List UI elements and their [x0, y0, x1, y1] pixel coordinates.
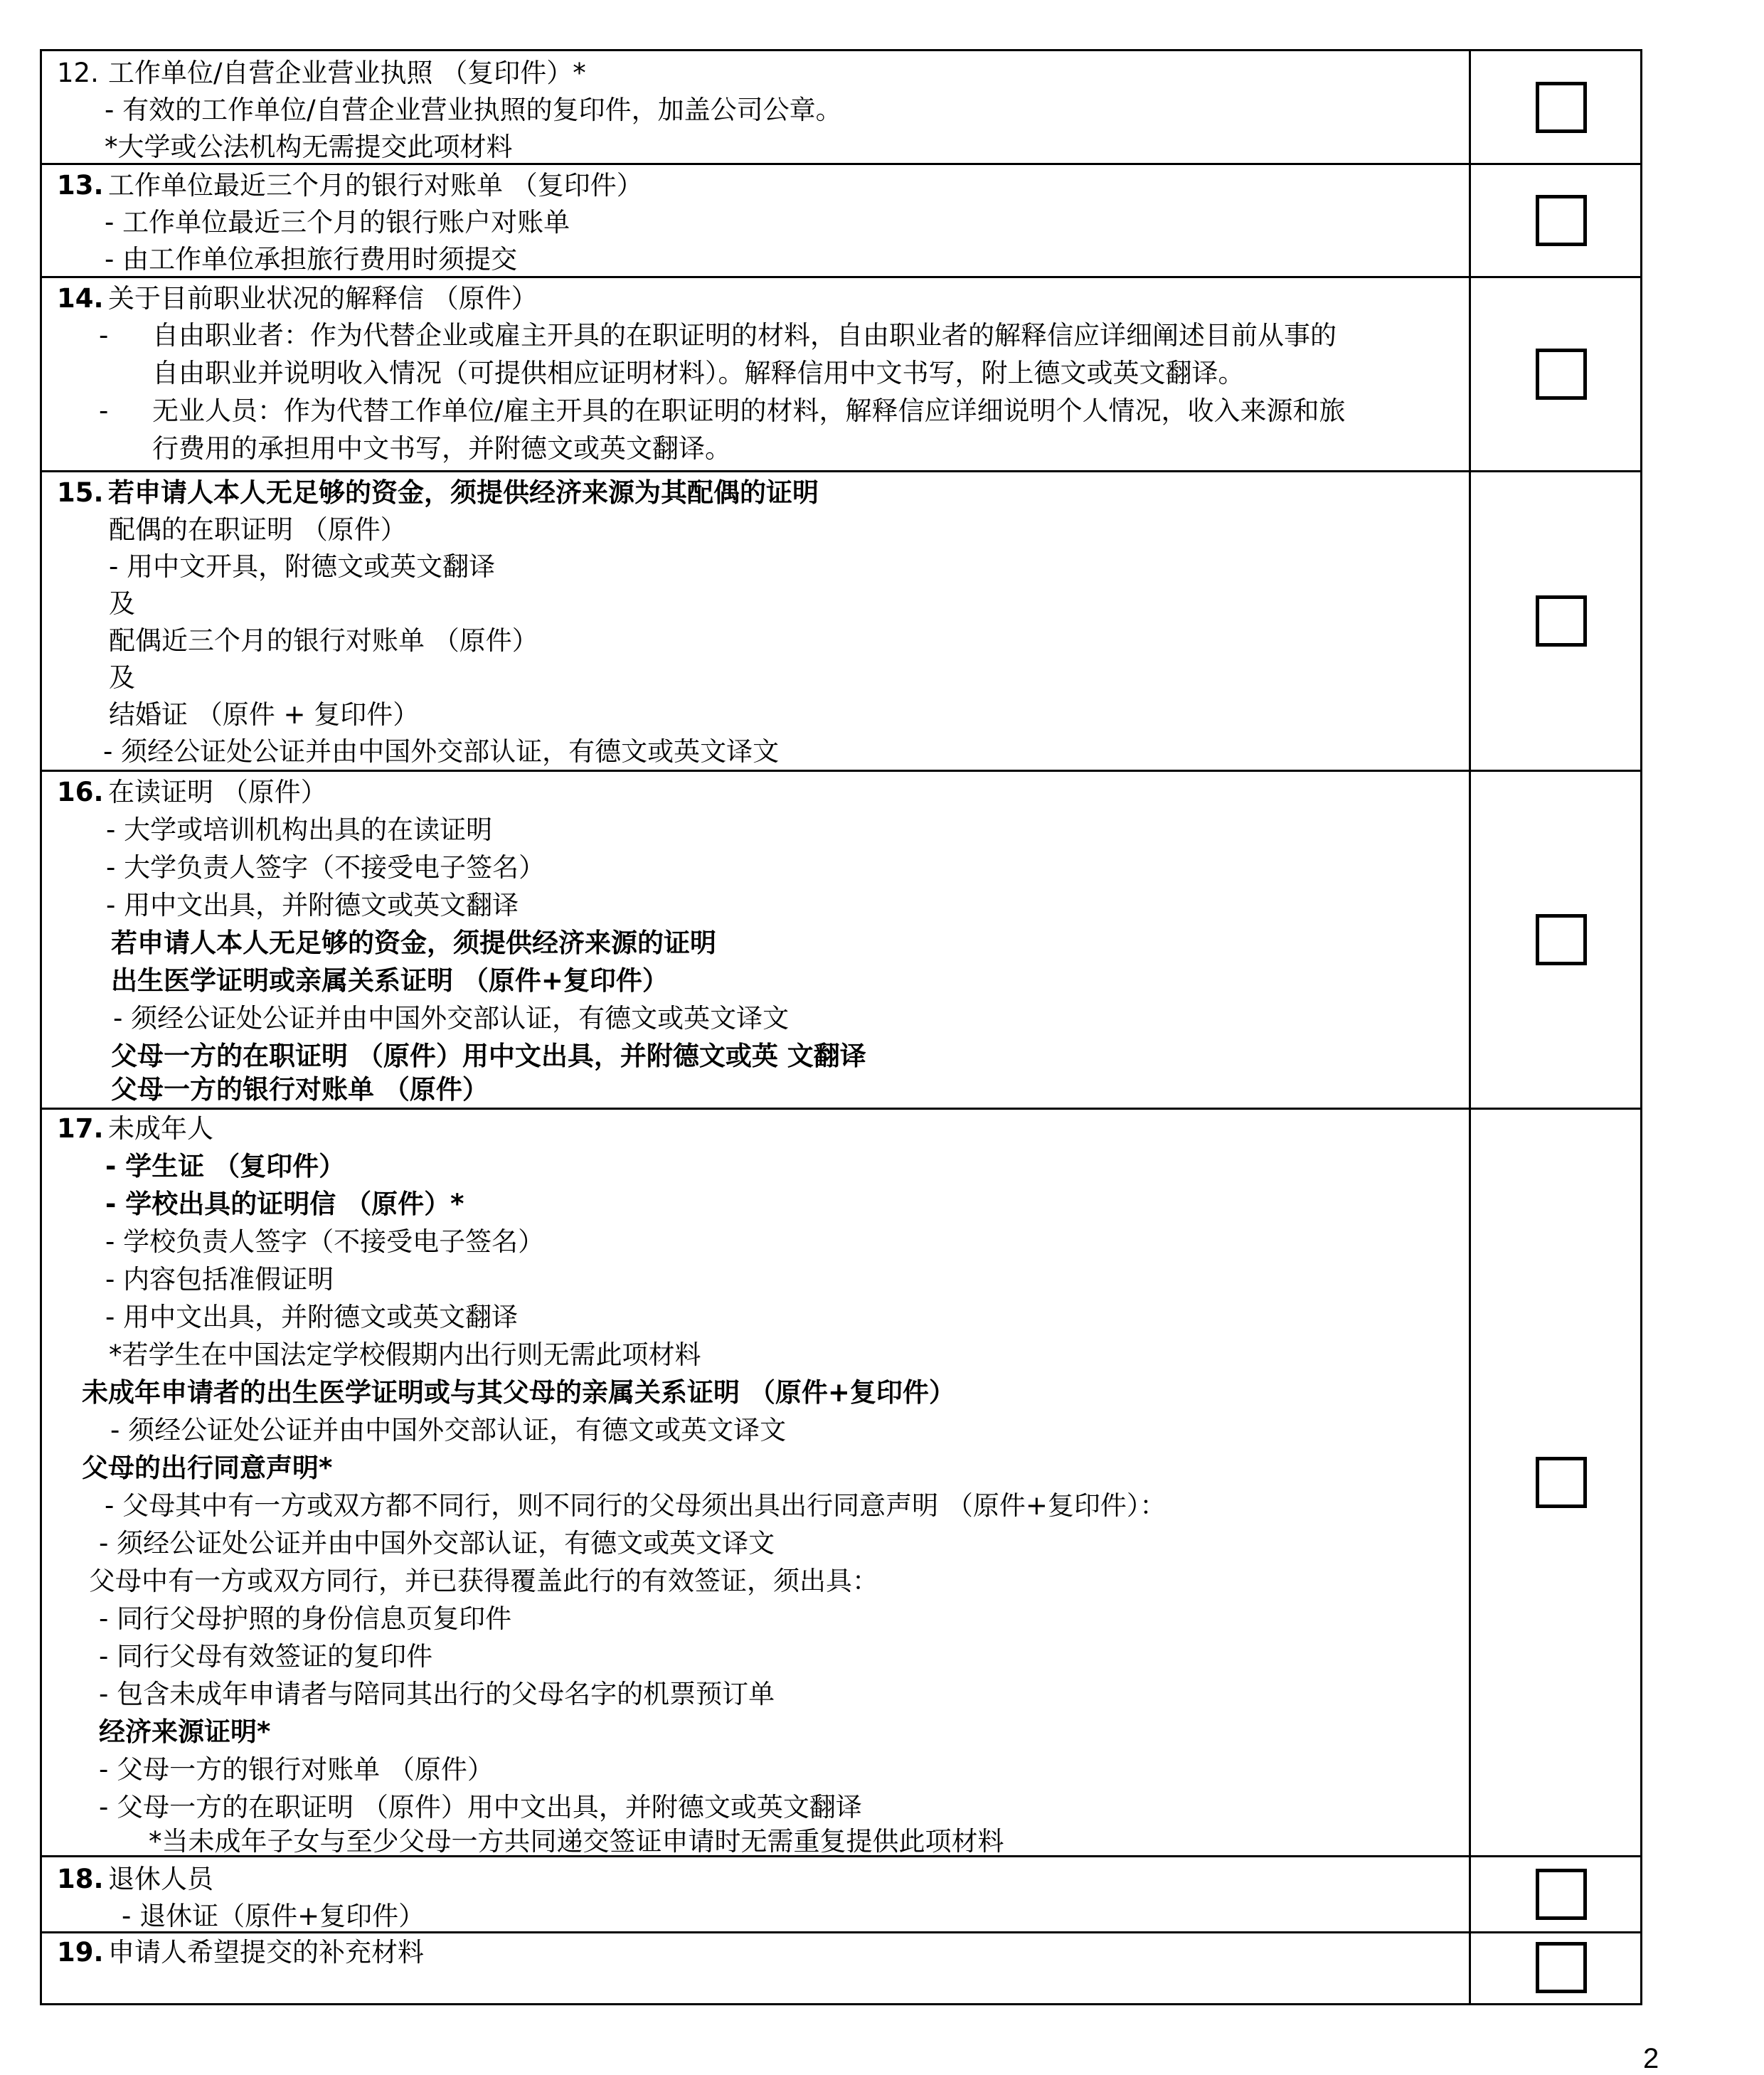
checkbox-cell [1472, 772, 1640, 1108]
item-detail-line: 及 [109, 662, 135, 693]
item-title: 关于目前职业状况的解释信 （原件） [108, 283, 538, 314]
item-detail-line: - 用中文出具，并附德文或英文翻译 [105, 1302, 519, 1332]
item-detail-line: - 工作单位最近三个月的银行账户对账单 [105, 207, 570, 238]
document-checklist-table [40, 49, 1642, 2005]
item-detail-line: - 用中文出具，并附德文或英文翻译 [106, 890, 519, 920]
item-number: 16. [57, 777, 104, 807]
checkbox-cell [1472, 1110, 1640, 1855]
item-detail-line: 父母中有一方或双方同行，并已获得覆盖此行的有效签证，须出具： [89, 1566, 878, 1596]
item-detail-line: - 须经公证处公证并由中国外交部认证，有德文或英文译文 [103, 736, 780, 767]
item-title: 若申请人本人无足够的资金，须提供经济来源为其配偶的证明 [108, 477, 819, 508]
item-number: 17. [57, 1113, 104, 1144]
item-detail-line: - 退休证（原件+复印件） [122, 1901, 425, 1931]
checklist-row-15 [42, 472, 1640, 772]
item-heading [57, 773, 327, 811]
checklist-row-16 [42, 772, 1640, 1110]
checklist-row-12 [42, 51, 1640, 165]
item-description [42, 1110, 1471, 1855]
checkbox-cell [1472, 278, 1640, 470]
item-detail-line: - 学校负责人签字（不接受电子签名） [105, 1226, 545, 1257]
item-title: 工作单位最近三个月的银行对账单 （复印件） [108, 170, 643, 201]
item-detail-line: - 须经公证处公证并由中国外交部认证，有德文或英文译文 [113, 1003, 790, 1034]
bullet-dash: - [99, 396, 109, 426]
item-subheading: 父母的出行同意声明* [82, 1453, 333, 1483]
page-number: 2 [1643, 2043, 1659, 2074]
item-number: 13. [57, 170, 104, 201]
checklist-row-13 [42, 165, 1640, 278]
item-description [42, 278, 1471, 470]
checkbox-cell [1472, 165, 1640, 276]
checkbox-item-18[interactable] [1536, 1869, 1587, 1920]
item-title: 工作单位/自营企业营业执照 （复印件）* [108, 58, 586, 88]
item-heading [57, 166, 643, 204]
checkbox-item-19[interactable] [1536, 1942, 1587, 1993]
item-number: 12. [57, 58, 99, 88]
item-description [42, 1933, 1471, 2005]
bullet-dash: - [99, 320, 109, 351]
item-detail-line: - 父母一方的在职证明 （原件）用中文出具，并附德文或英文翻译 [99, 1792, 862, 1822]
item-detail-line: 配偶的在职证明 （原件） [109, 514, 407, 545]
item-description [42, 51, 1471, 163]
checkbox-cell [1472, 51, 1640, 163]
item-detail-line: - 有效的工作单位/自营企业营业执照的复印件，加盖公司公章。 [105, 95, 842, 125]
item-note-line: *若学生在中国法定学校假期内出行则无需此项材料 [109, 1339, 701, 1370]
item-detail-line: 及 [109, 588, 135, 619]
checkbox-item-15[interactable] [1536, 595, 1587, 647]
item-description [42, 165, 1471, 276]
item-heading [57, 474, 819, 511]
checkbox-cell [1472, 1933, 1640, 2005]
item-title: 在读证明 （原件） [108, 777, 327, 807]
item-title: 未成年人 [108, 1113, 213, 1144]
item-subheading: 父母一方的银行对账单 （原件） [111, 1074, 489, 1105]
item-subheading: - 学校出具的证明信 （原件）* [105, 1189, 464, 1219]
checklist-row-14 [42, 278, 1640, 472]
item-subheading: 经济来源证明* [99, 1716, 271, 1747]
item-detail-line: - 大学或培训机构出具的在读证明 [106, 814, 493, 845]
checklist-row-19 [42, 1933, 1640, 2005]
item-note-line: *大学或公法机构无需提交此项材料 [105, 132, 513, 162]
item-heading [57, 1110, 213, 1147]
checklist-row-18 [42, 1857, 1640, 1933]
item-detail-line: - 同行父母有效签证的复印件 [99, 1641, 433, 1672]
bullet-line: 自由职业并说明收入情况（可提供相应证明材料）。解释信用中文书写，附上德文或英文翻译。 [152, 358, 1245, 388]
item-heading [57, 1860, 213, 1898]
item-heading [57, 280, 538, 317]
bullet-line: 行费用的承担用中文书写，并附德文或英文翻译。 [152, 433, 731, 464]
item-detail-line: - 内容包括准假证明 [105, 1264, 334, 1295]
bullet-line: 自由职业者：作为代替企业或雇主开具的在职证明的材料，自由职业者的解释信应详细阐述目前从事的 [152, 320, 1337, 351]
item-subheading: 父母一方的在职证明 （原件）用中文出具，并附德文或英 文翻译 [111, 1041, 866, 1071]
item-number: 19. [57, 1937, 104, 1968]
checkbox-item-13[interactable] [1536, 195, 1587, 246]
item-description [42, 472, 1471, 770]
checkbox-item-17[interactable] [1536, 1457, 1587, 1508]
checklist-row-17 [42, 1110, 1640, 1857]
item-detail-line: - 包含未成年申请者与陪同其出行的父母名字的机票预订单 [99, 1679, 775, 1709]
item-number: 18. [57, 1864, 104, 1894]
item-detail-line: 配偶近三个月的银行对账单 （原件） [109, 625, 538, 656]
checkbox-item-14[interactable] [1536, 349, 1587, 400]
item-detail-line: - 须经公证处公证并由中国外交部认证，有德文或英文译文 [99, 1528, 775, 1559]
item-heading [57, 1933, 424, 1971]
item-subheading: 若申请人本人无足够的资金，须提供经济来源的证明 [111, 928, 716, 958]
item-detail-line: 结婚证 （原件 + 复印件） [109, 699, 420, 730]
item-subheading: - 学生证 （复印件） [105, 1151, 346, 1182]
item-number: 14. [57, 283, 104, 314]
item-title: 申请人希望提交的补充材料 [108, 1937, 424, 1968]
item-description [42, 772, 1471, 1108]
checkbox-item-12[interactable] [1536, 82, 1587, 133]
bullet-line: 无业人员：作为代替工作单位/雇主开具的在职证明的材料，解释信应详细说明个人情况，收入来源和旅 [152, 396, 1346, 426]
item-description [42, 1857, 1471, 1931]
item-detail-line: - 父母其中有一方或双方都不同行，则不同行的父母须出具出行同意声明 （原件+复印件）： [105, 1490, 1167, 1521]
item-number: 15. [57, 477, 104, 508]
checkbox-cell [1472, 472, 1640, 770]
item-detail-line: - 须经公证处公证并由中国外交部认证，有德文或英文译文 [110, 1415, 787, 1445]
item-detail-line: - 同行父母护照的身份信息页复印件 [99, 1603, 512, 1634]
checkbox-item-16[interactable] [1536, 914, 1587, 965]
item-note-line: *当未成年子女与至少父母一方共同递交签证申请时无需重复提供此项材料 [149, 1826, 1004, 1857]
item-detail-line: - 用中文开具，附德文或英文翻译 [109, 551, 496, 582]
item-detail-line: - 大学负责人签字（不接受电子签名） [106, 852, 546, 883]
item-detail-line: - 父母一方的银行对账单 （原件） [99, 1754, 494, 1785]
item-heading [57, 54, 586, 92]
checkbox-cell [1472, 1857, 1640, 1931]
item-detail-line: - 由工作单位承担旅行费用时须提交 [105, 244, 518, 275]
item-subheading: 未成年申请者的出生医学证明或与其父母的亲属关系证明 （原件+复印件） [82, 1377, 955, 1408]
item-title: 退休人员 [108, 1864, 213, 1894]
item-subheading: 出生医学证明或亲属关系证明 （原件+复印件） [111, 965, 669, 996]
